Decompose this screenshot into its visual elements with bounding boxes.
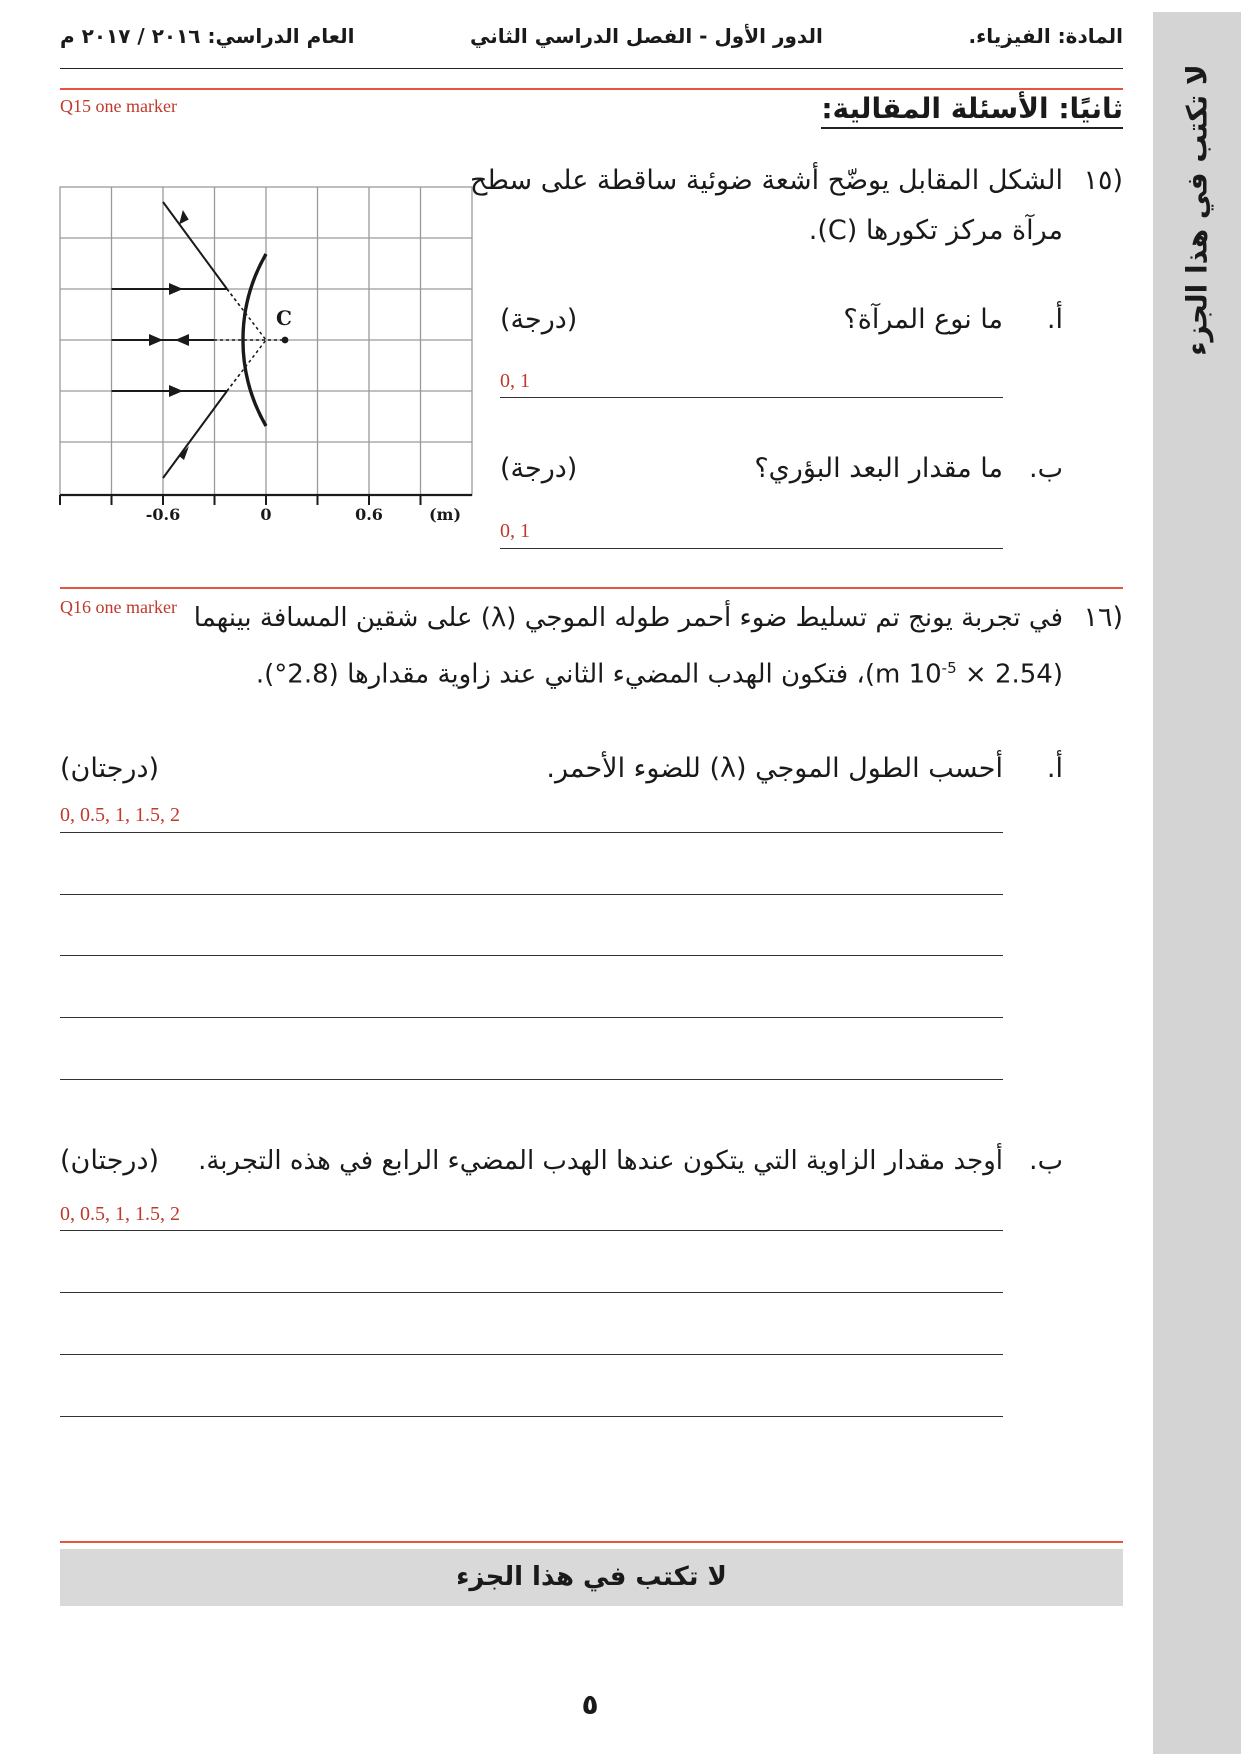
q16a-answer-line-2[interactable]: [60, 894, 1003, 895]
tick-label-0-6: 0.6: [355, 505, 383, 524]
q15a-points: (درجة): [500, 304, 578, 335]
q16b-answer-line-1[interactable]: [60, 1230, 1003, 1231]
q16b-points: (درجتان): [60, 1145, 160, 1176]
q16-exponent: -5: [941, 659, 957, 677]
q15a-letter: أ.: [1046, 304, 1063, 335]
q16-marker: Q16 one marker: [60, 597, 177, 617]
header-year: العام الدراسي: ٢٠١٦ / ٢٠١٧ م: [60, 24, 355, 48]
q15b-text: ما مقدار البعد البؤري؟: [754, 453, 1003, 484]
q16a-answer-line-4[interactable]: [60, 1017, 1003, 1018]
q16a-scores: 0, 0.5, 1, 1.5, 2: [60, 804, 180, 826]
footer-rule: [60, 1541, 1123, 1543]
q15a-answer-line[interactable]: [500, 397, 1003, 398]
reflected-arrows: [175, 210, 189, 460]
q16-text-line1: في تجربة يونج تم تسليط ضوء أحمر طوله الموجي (λ) على شقين المسافة بينهما: [193, 603, 1063, 633]
tick-label-neg-0-6: -0.6: [145, 505, 181, 524]
header-rule: [60, 68, 1123, 69]
q16a-answer-line-3[interactable]: [60, 955, 1003, 956]
no-write-label: لا تكتب في هذا الجزء: [456, 1562, 727, 1592]
q16a-points: (درجتان): [60, 753, 160, 784]
q15-marker: Q15 one marker: [60, 96, 177, 116]
q15a-text: ما نوع المرآة؟: [843, 304, 1003, 335]
header-subject: المادة: الفيزياء.: [968, 24, 1123, 48]
q16b-answer-line-3[interactable]: [60, 1354, 1003, 1355]
section-rule: [60, 88, 1123, 90]
q15b-scores: 0, 1: [500, 520, 530, 542]
q16a-letter: أ.: [1046, 753, 1063, 784]
q16a-answer-line-1[interactable]: [60, 832, 1003, 833]
tick-label-0: 0: [260, 505, 272, 524]
mirror-diagram: [50, 175, 480, 535]
q16-number: ١٦): [1083, 602, 1123, 633]
q16b-text: أوجد مقدار الزاوية التي يتكون عندها الهدب المضيء الرابع في هذه التجربة.: [198, 1146, 1003, 1176]
q16a-answer-line-5[interactable]: [60, 1079, 1003, 1080]
q16b-answer-line-2[interactable]: [60, 1292, 1003, 1293]
q15-text-line1: الشكل المقابل يوضّح أشعة ضوئية ساقطة على سطح: [469, 165, 1063, 196]
header-session: الدور الأول - الفصل الدراسي الثاني: [470, 24, 823, 48]
page-number: ٥: [581, 1688, 599, 1721]
side-strip-label: لا تكتب في هذا الجزء: [1180, 64, 1214, 356]
q16b-answer-line-4[interactable]: [60, 1416, 1003, 1417]
q16-text-line2-end: m)، فتكون الهدب المضيء الثاني عند زاوية مقدارها (2.8°).: [255, 659, 909, 690]
q15a-scores: 0, 1: [500, 370, 530, 392]
q16b-letter: ب.: [1028, 1145, 1063, 1176]
q15b-letter: ب.: [1028, 453, 1063, 484]
q15b-points: (درجة): [500, 453, 578, 484]
no-write-bar: [60, 1549, 1123, 1606]
center-label: C: [276, 306, 292, 330]
center-point: [282, 337, 289, 344]
q15-number: ١٥): [1083, 165, 1123, 196]
unit-label: (m): [428, 505, 462, 524]
section-title: ثانيًا: الأسئلة المقالية:: [821, 92, 1123, 129]
q16a-text: أحسب الطول الموجي (λ) للضوء الأحمر.: [546, 753, 1003, 784]
side-strip-label-box: [1154, 60, 1240, 360]
q16-text-line2-start: (2.54 × 10: [908, 659, 1063, 690]
q15b-answer-line[interactable]: [500, 548, 1003, 549]
q16-rule: [60, 587, 1123, 589]
q16b-scores: 0, 0.5, 1, 1.5, 2: [60, 1203, 180, 1225]
q15-text-line2: مرآة مركز تكورها (C).: [808, 215, 1063, 246]
q16-text-line2: [256, 644, 1063, 699]
x-ticks: [60, 495, 421, 505]
